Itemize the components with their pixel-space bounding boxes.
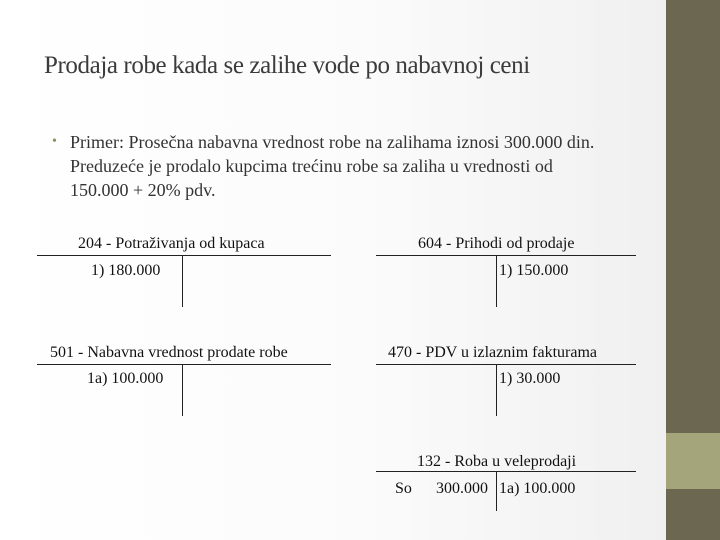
side-bar-bottom bbox=[666, 489, 720, 540]
account-vertical-line bbox=[182, 364, 183, 416]
credit-entry: 1) 30.000 bbox=[499, 370, 561, 387]
bullet-item bbox=[52, 130, 612, 202]
account-vertical-line bbox=[496, 255, 497, 307]
debit-entry: 1) 180.000 bbox=[91, 262, 161, 279]
account-title: 501 - Nabavna vrednost prodate robe bbox=[50, 344, 288, 361]
account-vertical-line bbox=[496, 364, 497, 416]
account-title: 604 - Prihodi od prodaje bbox=[418, 235, 575, 252]
account-horizontal-line bbox=[376, 255, 636, 256]
credit-entry: 1) 150.000 bbox=[499, 262, 569, 279]
debit-entry: 1a) 100.000 bbox=[87, 370, 164, 387]
side-bar-accent bbox=[666, 433, 720, 489]
debit-entry: 300.000 bbox=[436, 480, 488, 497]
opening-balance-label: So bbox=[395, 480, 412, 497]
bullet-dot-icon: • bbox=[52, 134, 57, 149]
account-horizontal-line bbox=[376, 471, 636, 472]
account-title: 132 - Roba u veleprodaji bbox=[417, 453, 577, 470]
credit-entry: 1a) 100.000 bbox=[499, 480, 576, 497]
account-horizontal-line bbox=[37, 255, 331, 256]
account-horizontal-line bbox=[37, 364, 331, 365]
bullet-text: Primer: Prosečna nabavna vrednost robe na zalihama iznosi 300.000 din. Preduzeće je prodalo kupcima trećinu robe sa zaliha u vrednosti od 150.000 + 20% pdv. bbox=[70, 132, 595, 200]
account-title: 204 - Potraživanja od kupaca bbox=[78, 235, 265, 252]
side-bar-top bbox=[666, 0, 720, 433]
account-horizontal-line bbox=[376, 364, 636, 365]
account-vertical-line bbox=[182, 255, 183, 307]
account-title: 470 - PDV u izlaznim fakturama bbox=[388, 344, 597, 361]
account-vertical-line bbox=[496, 471, 497, 511]
slide-title: Prodaja robe kada se zalihe vode po nabavnoj ceni bbox=[44, 52, 530, 79]
